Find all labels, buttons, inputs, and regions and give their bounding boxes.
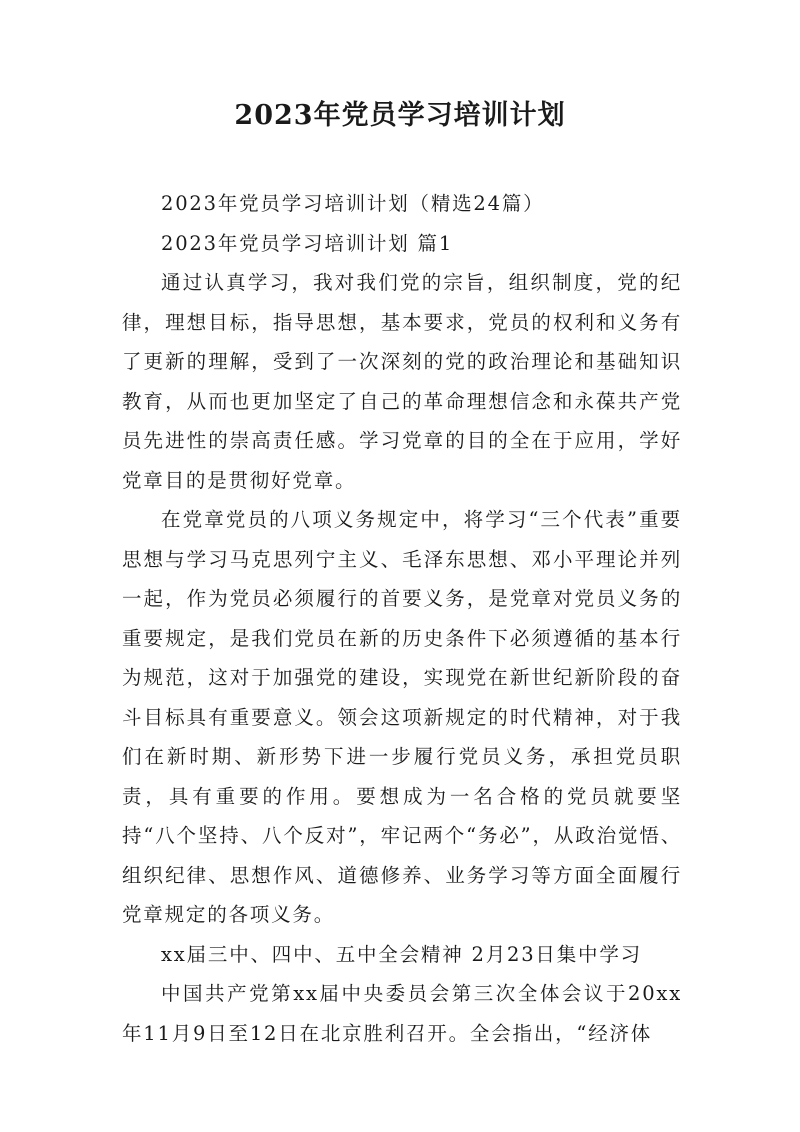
- paragraph-subheading: xx届三中、四中、五中全会精神 2月23日集中学习: [161, 942, 642, 966]
- document-title: 2023年党员学习培训计划: [234, 100, 566, 131]
- paragraph-section-heading: 2023年党员学习培训计划 篇1: [161, 231, 454, 255]
- paragraph-body: 中国共产党第xx届中央委员会第三次全体会议于20xx年11月9日至12日在北京胜利召开。全会指出，“经济体: [122, 982, 682, 1045]
- paragraph-collection-heading: 2023年党员学习培训计划（精选24篇）: [161, 192, 545, 215]
- document-body: [122, 184, 682, 1053]
- paragraph-body: 通过认真学习，我对我们党的宗旨，组织制度，党的纪律，理想目标，指导思想，基本要求，党员的权利和义务有了更新的理解，受到了一次深刻的党的政治理论和基础知识教育，从而也更加坚定了自己的革命理想信念和永葆共产党员先进性的崇高责任感。学习党章的目的全在于应用，学好党章目的是贯彻好党章。: [122, 271, 682, 492]
- paragraph-body: 在党章党员的八项义务规定中，将学习“三个代表”重要思想与学习马克思列宁主义、毛泽东思想、邓小平理论并列一起，作为党员必须履行的首要义务，是党章对党员义务的重要规定，是我们党员在新的历史条件下必须遵循的基本行为规范，这对于加强党的建设，实现党在新世纪新阶段的奋斗目标具有重要意义。领会这项新规定的时代精神，对于我们在新时期、新形势下进一步履行党员义务，承担党员职责，具有重要的作用。要想成为一名合格的党员就要坚持“八个坚持、八个反对”，牢记两个“务必”，从政治觉悟、组织纪律、思想作风、道德修养、业务学习等方面全面履行党章规定的各项义务。: [122, 508, 682, 926]
